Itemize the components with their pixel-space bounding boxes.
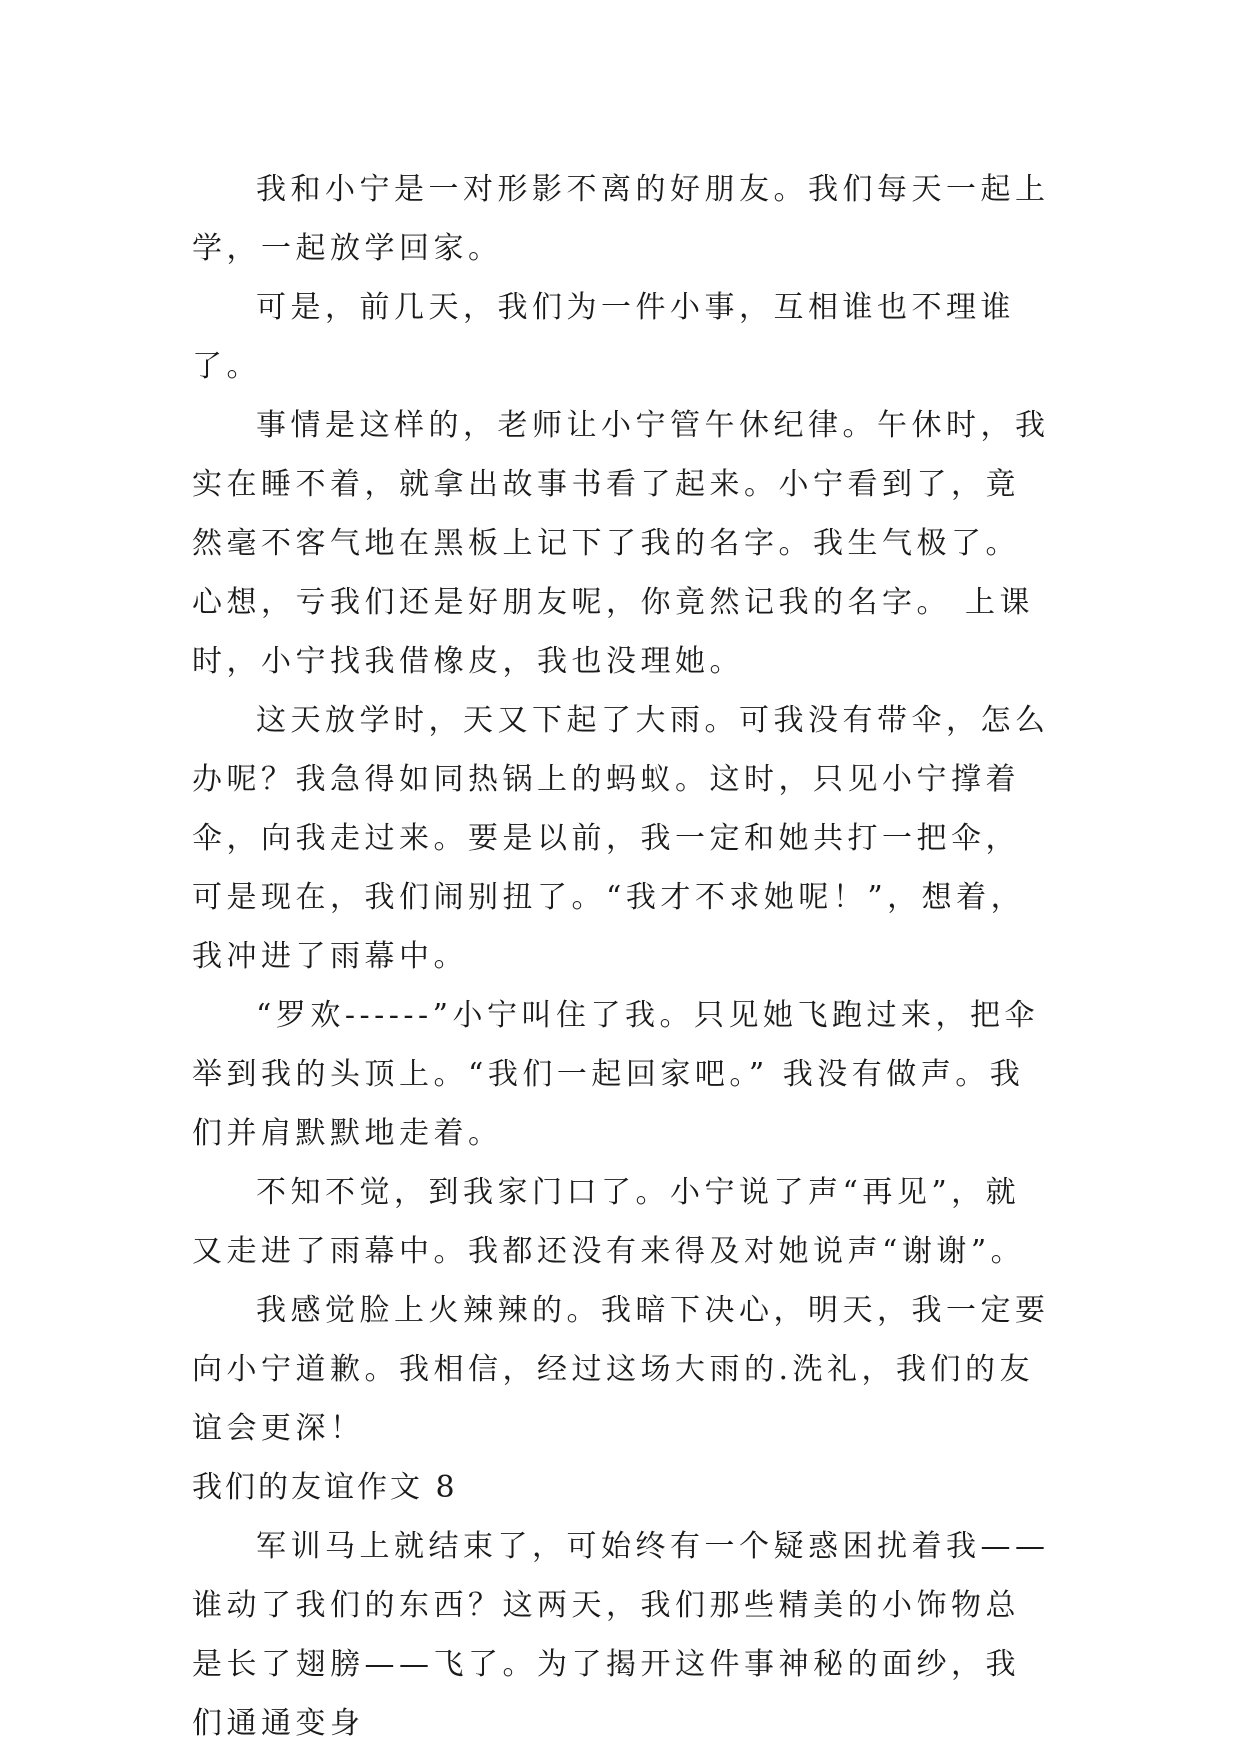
paragraph-5: “罗欢------”小宁叫住了我。只见她飞跑过来，把伞举到我的头顶上。“我们一起回家吧。” 我没有做声。我们并肩默默地走着。 — [192, 998, 1039, 1151]
paragraph-4: 这天放学时，天又下起了大雨。可我没有带伞，怎么办呢？我急得如同热锅上的蚂蚁。这时，只见小宁撑着伞，向我走过来。要是以前，我一定和她共打一把伞，可是现在，我们闹别扭了。“我才不求她呢！”，想着，我冲进了雨幕中。 — [192, 703, 1050, 974]
paragraph-1: 我和小宁是一对形影不离的好朋友。我们每天一起上学，一起放学回家。 — [192, 172, 1050, 266]
paragraph-7: 我感觉脸上火辣辣的。我暗下决心，明天，我一定要向小宁道歉。我相信，经过这场大雨的.洗礼，我们的友谊会更深！ — [192, 1293, 1050, 1446]
section-heading: 我们的友谊作文 8 — [192, 1470, 458, 1505]
paragraph-6: 不知不觉，到我家门口了。小宁说了声“再见”，就又走进了雨幕中。我都还没有来得及对她说声“谢谢”。 — [192, 1175, 1026, 1269]
paragraph-3: 事情是这样的，老师让小宁管午休纪律。午休时，我实在睡不着，就拿出故事书看了起来。小宁看到了，竟然毫不客气地在黑板上记下了我的名字。我生气极了。心想，亏我们还是好朋友呢，你竟然记我的名字。 上课时，小宁找我借橡皮，我也没理她。 — [192, 408, 1050, 679]
paragraph-8: 军训马上就结束了，可始终有一个疑惑困扰着我——谁动了我们的东西？这两天，我们那些精美的小饰物总是长了翅膀——飞了。为了揭开这件事神秘的面纱，我们通通变身 — [192, 1529, 1050, 1741]
paragraph-2: 可是，前几天，我们为一件小事，互相谁也不理谁了。 — [192, 290, 1015, 384]
document-body — [192, 160, 1052, 1753]
